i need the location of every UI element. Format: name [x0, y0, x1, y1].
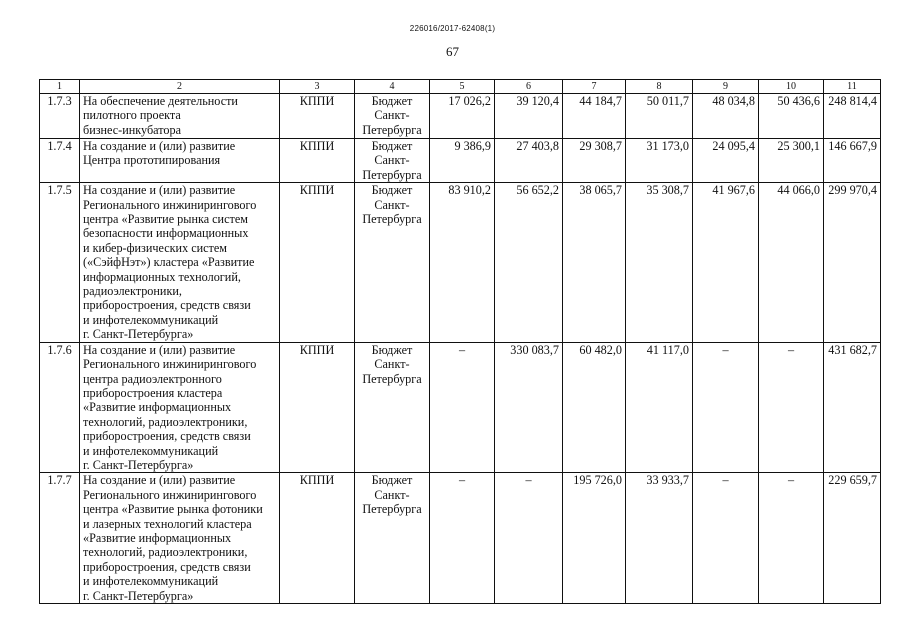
- row-value: 44 184,7: [563, 94, 626, 139]
- row-source: [355, 342, 430, 473]
- row-source-line: Бюджет: [371, 139, 413, 153]
- row-value: 50 011,7: [626, 94, 693, 139]
- row-value: –: [693, 473, 759, 604]
- row-name-line: технологий, радиоэлектроники,: [83, 414, 248, 429]
- row-value: 29 308,7: [563, 139, 626, 183]
- row-source-line: Санкт-: [374, 108, 410, 123]
- row-value: –: [430, 473, 495, 604]
- row-value: 27 403,8: [495, 139, 563, 183]
- row-source-line: Санкт-: [374, 357, 410, 372]
- row-source: [355, 94, 430, 139]
- row-source-line: Петербурга: [362, 371, 422, 386]
- row-value: –: [759, 342, 824, 473]
- row-name-line: «Развитие информационных: [83, 530, 232, 545]
- column-number: 4: [355, 80, 430, 94]
- column-number: 8: [626, 80, 693, 94]
- row-name-line: На обеспечение деятельности: [83, 94, 238, 108]
- row-name-line: На создание и (или) развитие: [83, 342, 236, 357]
- row-number: 1.7.4: [40, 139, 80, 183]
- row-value: 17 026,2: [430, 94, 495, 139]
- row-executor: КППИ: [280, 473, 355, 604]
- row-value: 41 117,0: [626, 342, 693, 473]
- row-value: –: [430, 342, 495, 473]
- row-number: 1.7.7: [40, 473, 80, 604]
- column-number-row: [40, 80, 881, 94]
- row-source-line: Санкт-: [374, 487, 410, 502]
- document-id: 226016/2017-62408(1): [409, 24, 496, 33]
- row-source-line: Бюджет: [371, 183, 413, 198]
- column-number: 3: [280, 80, 355, 94]
- row-executor: КППИ: [280, 183, 355, 342]
- table-row: [40, 94, 881, 139]
- row-executor: КППИ: [280, 342, 355, 473]
- row-value: 41 967,6: [693, 183, 759, 342]
- row-name: [80, 139, 280, 183]
- row-name-line: центра «Развитие рынка систем: [83, 212, 248, 227]
- row-value: 35 308,7: [626, 183, 693, 342]
- row-total: 146 667,9: [824, 139, 881, 183]
- column-number: 10: [759, 80, 824, 94]
- row-value: –: [693, 342, 759, 473]
- row-name-line: приборостроения, средств связи: [83, 429, 251, 444]
- row-name-line: и инфотелекоммуникаций: [83, 443, 219, 458]
- column-number: 2: [80, 80, 280, 94]
- row-name-line: и лазерных технологий кластера: [83, 516, 252, 531]
- row-total: 248 814,4: [824, 94, 881, 139]
- row-name-line: г. Санкт-Петербурга»: [83, 327, 194, 342]
- row-name-line: и кибер-физических систем: [83, 240, 227, 255]
- row-value: 48 034,8: [693, 94, 759, 139]
- row-name-line: центра «Развитие рынка фотоники: [83, 502, 263, 517]
- row-name-line: г. Санкт-Петербурга»: [83, 457, 194, 472]
- row-name-line: приборостроения, средств связи: [83, 559, 251, 574]
- row-number: 1.7.5: [40, 183, 80, 342]
- row-value: 44 066,0: [759, 183, 824, 342]
- row-name-line: Регионального инжинирингового: [83, 197, 257, 212]
- row-source: [355, 473, 430, 604]
- row-source-line: Бюджет: [371, 94, 413, 108]
- page-number: 67: [446, 44, 459, 59]
- row-name-line: приборостроения кластера: [83, 385, 223, 400]
- row-name-line: Регионального инжинирингового: [83, 357, 257, 372]
- row-number: 1.7.6: [40, 342, 80, 473]
- column-number: 6: [495, 80, 563, 94]
- row-total: 431 682,7: [824, 342, 881, 473]
- row-name-line: пилотного проекта: [83, 108, 181, 123]
- row-name-line: Регионального инжинирингового: [83, 487, 257, 502]
- column-number: 11: [824, 80, 881, 94]
- row-name-line: г. Санкт-Петербурга»: [83, 588, 194, 603]
- row-source-line: Бюджет: [371, 342, 413, 357]
- row-name-line: и инфотелекоммуникаций: [83, 312, 219, 327]
- row-source-line: Петербурга: [362, 502, 422, 517]
- row-value: 330 083,7: [495, 342, 563, 473]
- row-value: 31 173,0: [626, 139, 693, 183]
- row-name: [80, 94, 280, 139]
- row-name: [80, 342, 280, 473]
- row-value: 50 436,6: [759, 94, 824, 139]
- row-name: [80, 183, 280, 342]
- row-total: 229 659,7: [824, 473, 881, 604]
- row-name-line: и инфотелекоммуникаций: [83, 574, 219, 589]
- row-source-line: Бюджет: [371, 473, 413, 488]
- row-source-line: Санкт-: [374, 153, 410, 168]
- table-row: [40, 342, 881, 473]
- row-name-line: центра радиоэлектронного: [83, 371, 222, 386]
- row-value: 56 652,2: [495, 183, 563, 342]
- table-row: [40, 473, 881, 604]
- row-value: 33 933,7: [626, 473, 693, 604]
- row-name-line: приборостроения, средств связи: [83, 298, 251, 313]
- row-name: [80, 473, 280, 604]
- table-row: [40, 183, 881, 342]
- row-name-line: На создание и (или) развитие: [83, 183, 236, 198]
- row-value: 39 120,4: [495, 94, 563, 139]
- column-number: 9: [693, 80, 759, 94]
- row-name-line: Центра прототипирования: [83, 153, 221, 168]
- row-source-line: Петербурга: [362, 167, 422, 182]
- row-value: 25 300,1: [759, 139, 824, 183]
- row-name-line: На создание и (или) развитие: [83, 139, 236, 153]
- row-name-line: информационных технологий,: [83, 269, 241, 284]
- row-name-line: безопасности информационных: [83, 226, 249, 241]
- row-source-line: Петербурга: [362, 212, 422, 227]
- table-row: [40, 139, 881, 183]
- row-name-line: технологий, радиоэлектроники,: [83, 545, 248, 560]
- budget-table: [39, 79, 881, 604]
- row-value: 195 726,0: [563, 473, 626, 604]
- column-number: 1: [40, 80, 80, 94]
- row-source-line: Петербурга: [362, 122, 422, 137]
- row-source: [355, 183, 430, 342]
- row-name-line: «Развитие информационных: [83, 400, 232, 415]
- row-value: 38 065,7: [563, 183, 626, 342]
- row-name-line: радиоэлектроники,: [83, 284, 182, 299]
- row-executor: КППИ: [280, 139, 355, 183]
- row-total: 299 970,4: [824, 183, 881, 342]
- row-value: 24 095,4: [693, 139, 759, 183]
- row-name-line: На создание и (или) развитие: [83, 473, 236, 488]
- row-value: 60 482,0: [563, 342, 626, 473]
- row-name-line: бизнес-инкубатора: [83, 122, 182, 137]
- column-number: 5: [430, 80, 495, 94]
- row-name-line: («СэйфНэт») кластера «Развитие: [83, 255, 255, 270]
- row-executor: КППИ: [280, 94, 355, 139]
- row-source: [355, 139, 430, 183]
- row-value: 9 386,9: [430, 139, 495, 183]
- row-value: –: [759, 473, 824, 604]
- row-value: 83 910,2: [430, 183, 495, 342]
- column-number: 7: [563, 80, 626, 94]
- row-source-line: Санкт-: [374, 197, 410, 212]
- row-value: –: [495, 473, 563, 604]
- row-number: 1.7.3: [40, 94, 80, 139]
